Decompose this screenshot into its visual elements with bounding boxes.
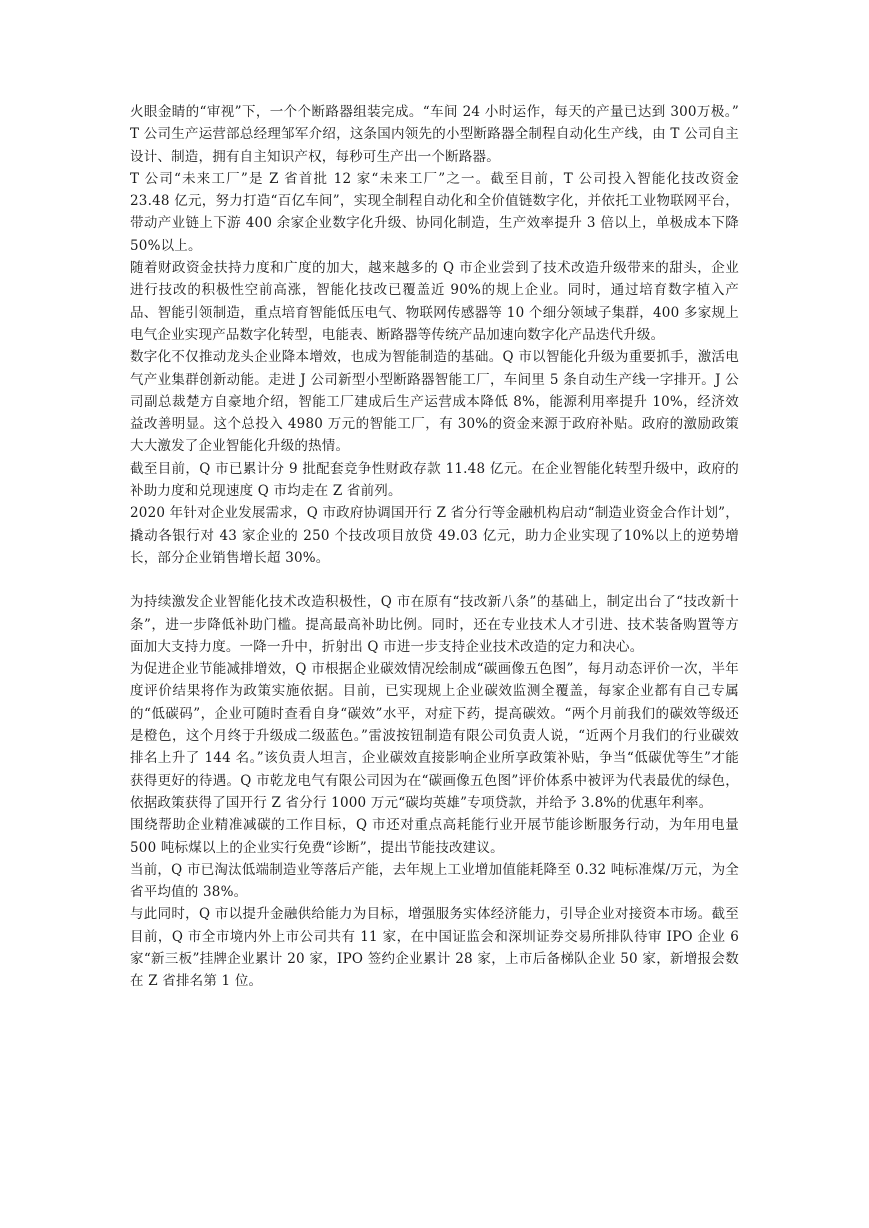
paragraph: 为持续激发企业智能化技术改造积极性，Q 市在原有“技改新八条”的基础上，制定出台了“技改新十条”，进一步降低补助门槛。提高最高补助比例。同时，还在专业技术人才引进、技术装备购置等方面加大支持力度。一降一升中，折射出 Q 市进一步支持企业技术改造的定力和决心。 bbox=[130, 594, 739, 655]
paragraph: 2020 年针对企业发展需求，Q 市政府协调国开行 Z 省分行等金融机构启动“制造业资金合作计划”，撬动各银行对 43 家企业的 250 个技改项目放贷 49.03 亿元，助力企业实现了10%以上的逆势增长，部分企业销售增长超 30%。 bbox=[130, 505, 739, 566]
paragraph: 围绕帮助企业精准减碳的工作目标，Q 市还对重点高耗能行业开展节能诊断服务行动，为年用电量 500 吨标煤以上的企业实行免费“诊断”，提出节能技改建议。 bbox=[130, 817, 739, 856]
paragraph: 为促进企业节能减排增效，Q 市根据企业碳效情况绘制成“碳画像五色图”，每月动态评价一次，半年度评价结果将作为政策实施依据。目前，已实现规上企业碳效监测全覆盖，每家企业都有自己专属的“低碳码”，企业可随时查看自身“碳效”水平，对症下药，提高碳效。“两个月前我们的碳效等级还是橙色，这个月终于升级成二级蓝色。”雷波按钮制造有限公司负责人说，“近两个月我们的行业碳效排名上升了 144 名。”该负责人坦言，企业碳效直接影响企业所享政策补贴，争当“低碳优等生”才能获得更好的待遇。Q 市乾龙电气有限公司因为在“碳画像五色图”评价体系中被评为代表最优的绿色，依据政策获得了国开行 Z 省分行 1000 万元“碳均英雄”专项贷款，并给予 3.8%的优惠年利率。 bbox=[130, 661, 739, 811]
paragraph: 火眼金睛的“审视”下，一个个断路器组装完成。“车间 24 小时运作，每天的产量已达到 300万极。” T 公司生产运营部总经理邹军介绍，这条国内领先的小型断路器全制程自动化生产线，由 T 公司自主设计、制造，拥有自主知识产权，每秒可生产出一个断路器。 bbox=[130, 104, 739, 165]
section-1 bbox=[130, 101, 739, 569]
paragraph: 截至目前，Q 市已累计分 9 批配套竞争性财政存款 11.48 亿元。在企业智能化转型升级中，政府的补助力度和兑现速度 Q 市均走在 Z 省前列。 bbox=[130, 460, 739, 500]
paragraph: 与此同时，Q 市以提升金融供给能力为目标，增强服务实体经济能力，引导企业对接资本市场。截至目前，Q 市全市境内外上市公司共有 11 家，在中国证监会和深圳证券交易所排队待审 IPO 企业 6 家“新三板”挂牌企业累计 20 家，IPO 签约企业累计 28 家，上市后备梯队企业 50 家，新增报会数在 Z 省排名第 1 位。 bbox=[130, 906, 739, 990]
paragraph: T 公司“未来工厂”是 Z 省首批 12 家“未来工厂”之一。截至目前，T 公司投入智能化技改资金 23.48 亿元，努力打造“百亿车间”，实现全制程自动化和全价值链数字化，并依托工业物联网平台，带动产业链上下游 400 余家企业数字化升级、协同化制造，生产效率提升 3 倍以上，单极成本下降 50%以上。 bbox=[130, 170, 739, 254]
paragraph: 随着财政资金扶持力度和广度的加大，越来越多的 Q 市企业尝到了技术改造升级带来的甜头，企业进行技改的积极性空前高涨，智能化技改已覆盖近 90%的规上企业。同时，通过培育数字植入产品、智能引领制造，重点培育智能低压电气、物联网传感器等 10 个细分领域子集群，400 多家规上电气企业实现产品数字化转型，电能表、断路器等传统产品加速向数字化产品迭代升级。 bbox=[130, 260, 739, 343]
paragraph: 当前，Q 市已淘汰低端制造业等落后产能，去年规上工业增加值能耗降至 0.32 吨标准煤/万元，为全省平均值的 38%。 bbox=[130, 861, 739, 901]
paragraph: 数字化不仅推动龙头企业降本增效，也成为智能制造的基础。Q 市以智能化升级为重要抓手，激活电气产业集群创新动能。走进 J 公司新型小型断路器智能工厂，车间里 5 条自动生产线一字排开。J 公司副总裁楚方自豪地介绍，智能工厂建成后生产运营成本降低 8%，能源利用率提升 10%，经济效益改善明显。这个总投入 4980 万元的智能工厂，有 30%的资金来源于政府补贴。政府的激励政策大大激发了企业智能化升级的热情。 bbox=[130, 349, 739, 455]
document-body bbox=[130, 101, 739, 993]
section-2 bbox=[130, 591, 739, 992]
section-gap bbox=[130, 569, 739, 591]
